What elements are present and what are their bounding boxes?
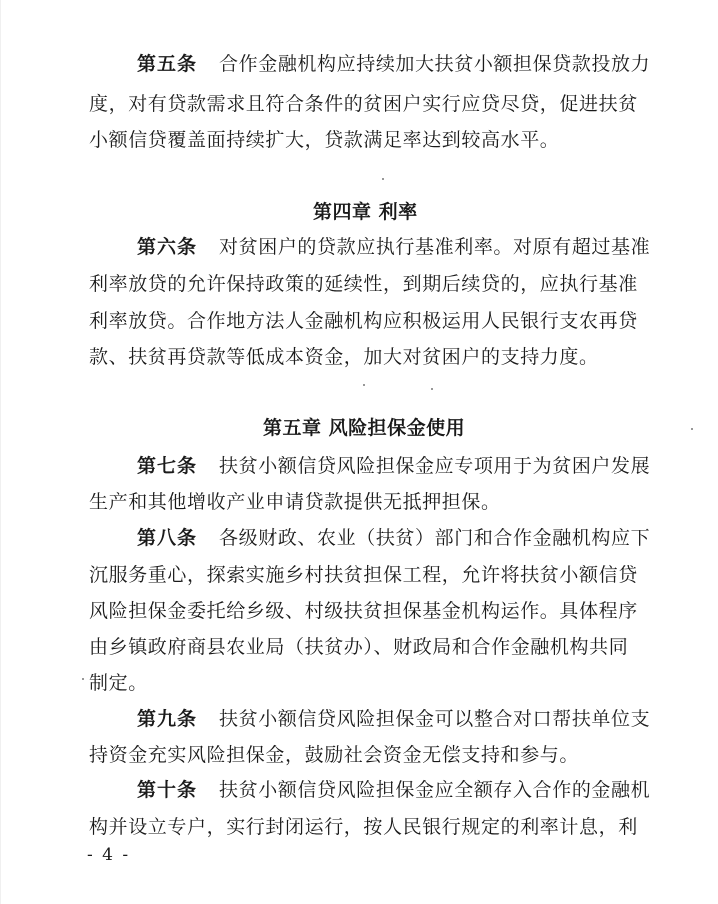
article-8-text-1: 各级财政、农业（扶贫）部门和合作金融机构应下 <box>219 527 651 549</box>
chapter-5-heading: 第五章 风险担保金使用 <box>263 417 466 439</box>
article-6-line-1 <box>137 235 650 259</box>
article-5-line-1 <box>137 52 650 76</box>
article-7-text-1: 扶贫小额信贷风险担保金应专项用于为贫困户发展 <box>219 455 651 477</box>
page-number: - 4 - <box>87 845 131 865</box>
article-8-line-1 <box>137 526 650 550</box>
article-10-label: 第十条 <box>137 779 198 801</box>
article-10-line-2: 构并设立专户，实行封闭运行，按人民银行规定的利率计息，利 <box>89 816 638 838</box>
article-8-line-3: 风险担保金委托给乡级、村级扶贫担保基金机构运作。具体程序 <box>89 600 638 622</box>
article-6-line-4: 款、扶贫再贷款等低成本资金，加大对贫困户的支持力度。 <box>89 346 599 368</box>
scan-speck <box>382 178 384 180</box>
article-7-line-2: 生产和其他增收产业申请贷款提供无抵押担保。 <box>89 491 501 513</box>
chapter-4-heading: 第四章 利率 <box>313 201 418 223</box>
article-6-line-2: 利率放贷的允许保持政策的延续性，到期后续贷的，应执行基准 <box>89 273 638 295</box>
article-9-line-1 <box>137 707 650 731</box>
article-10-line-1 <box>137 778 650 802</box>
scan-speck <box>691 428 693 430</box>
scan-speck <box>431 388 433 390</box>
article-5-label: 第五条 <box>137 53 198 75</box>
article-9-label: 第九条 <box>137 708 198 730</box>
article-8-label: 第八条 <box>137 527 198 549</box>
scan-speck <box>363 384 365 386</box>
article-10-text-1: 扶贫小额信贷风险担保金应全额存入合作的金融机 <box>219 779 651 801</box>
article-6-line-3: 利率放贷。合作地方法人金融机构应积极运用人民银行支农再贷 <box>89 310 638 332</box>
article-9-line-2: 持资金充实风险担保金，鼓励社会资金无偿支持和参与。 <box>89 744 580 766</box>
article-8-line-4: 由乡镇政府商县农业局（扶贫办）、财政局和合作金融机构共同 <box>89 636 629 658</box>
article-5-text-1: 合作金融机构应持续加大扶贫小额担保贷款投放力 <box>219 53 651 75</box>
article-6-label: 第六条 <box>137 236 198 258</box>
scan-speck <box>82 678 84 680</box>
article-7-label: 第七条 <box>137 455 198 477</box>
article-6-text-1: 对贫困户的贷款应执行基准利率。对原有超过基准 <box>219 236 651 258</box>
article-5-line-3: 小额信贷覆盖面持续扩大，贷款满足率达到较高水平。 <box>89 129 560 151</box>
article-7-line-1 <box>137 454 650 478</box>
article-9-text-1: 扶贫小额信贷风险担保金可以整合对口帮扶单位支 <box>219 708 651 730</box>
article-5-line-2: 度，对有贷款需求且符合条件的贫困户实行应贷尽贷，促进扶贫 <box>89 93 638 115</box>
article-8-line-5: 制定。 <box>89 672 148 694</box>
article-8-line-2: 沉服务重心，探索实施乡村扶贫担保工程，允许将扶贫小额信贷 <box>89 564 638 586</box>
